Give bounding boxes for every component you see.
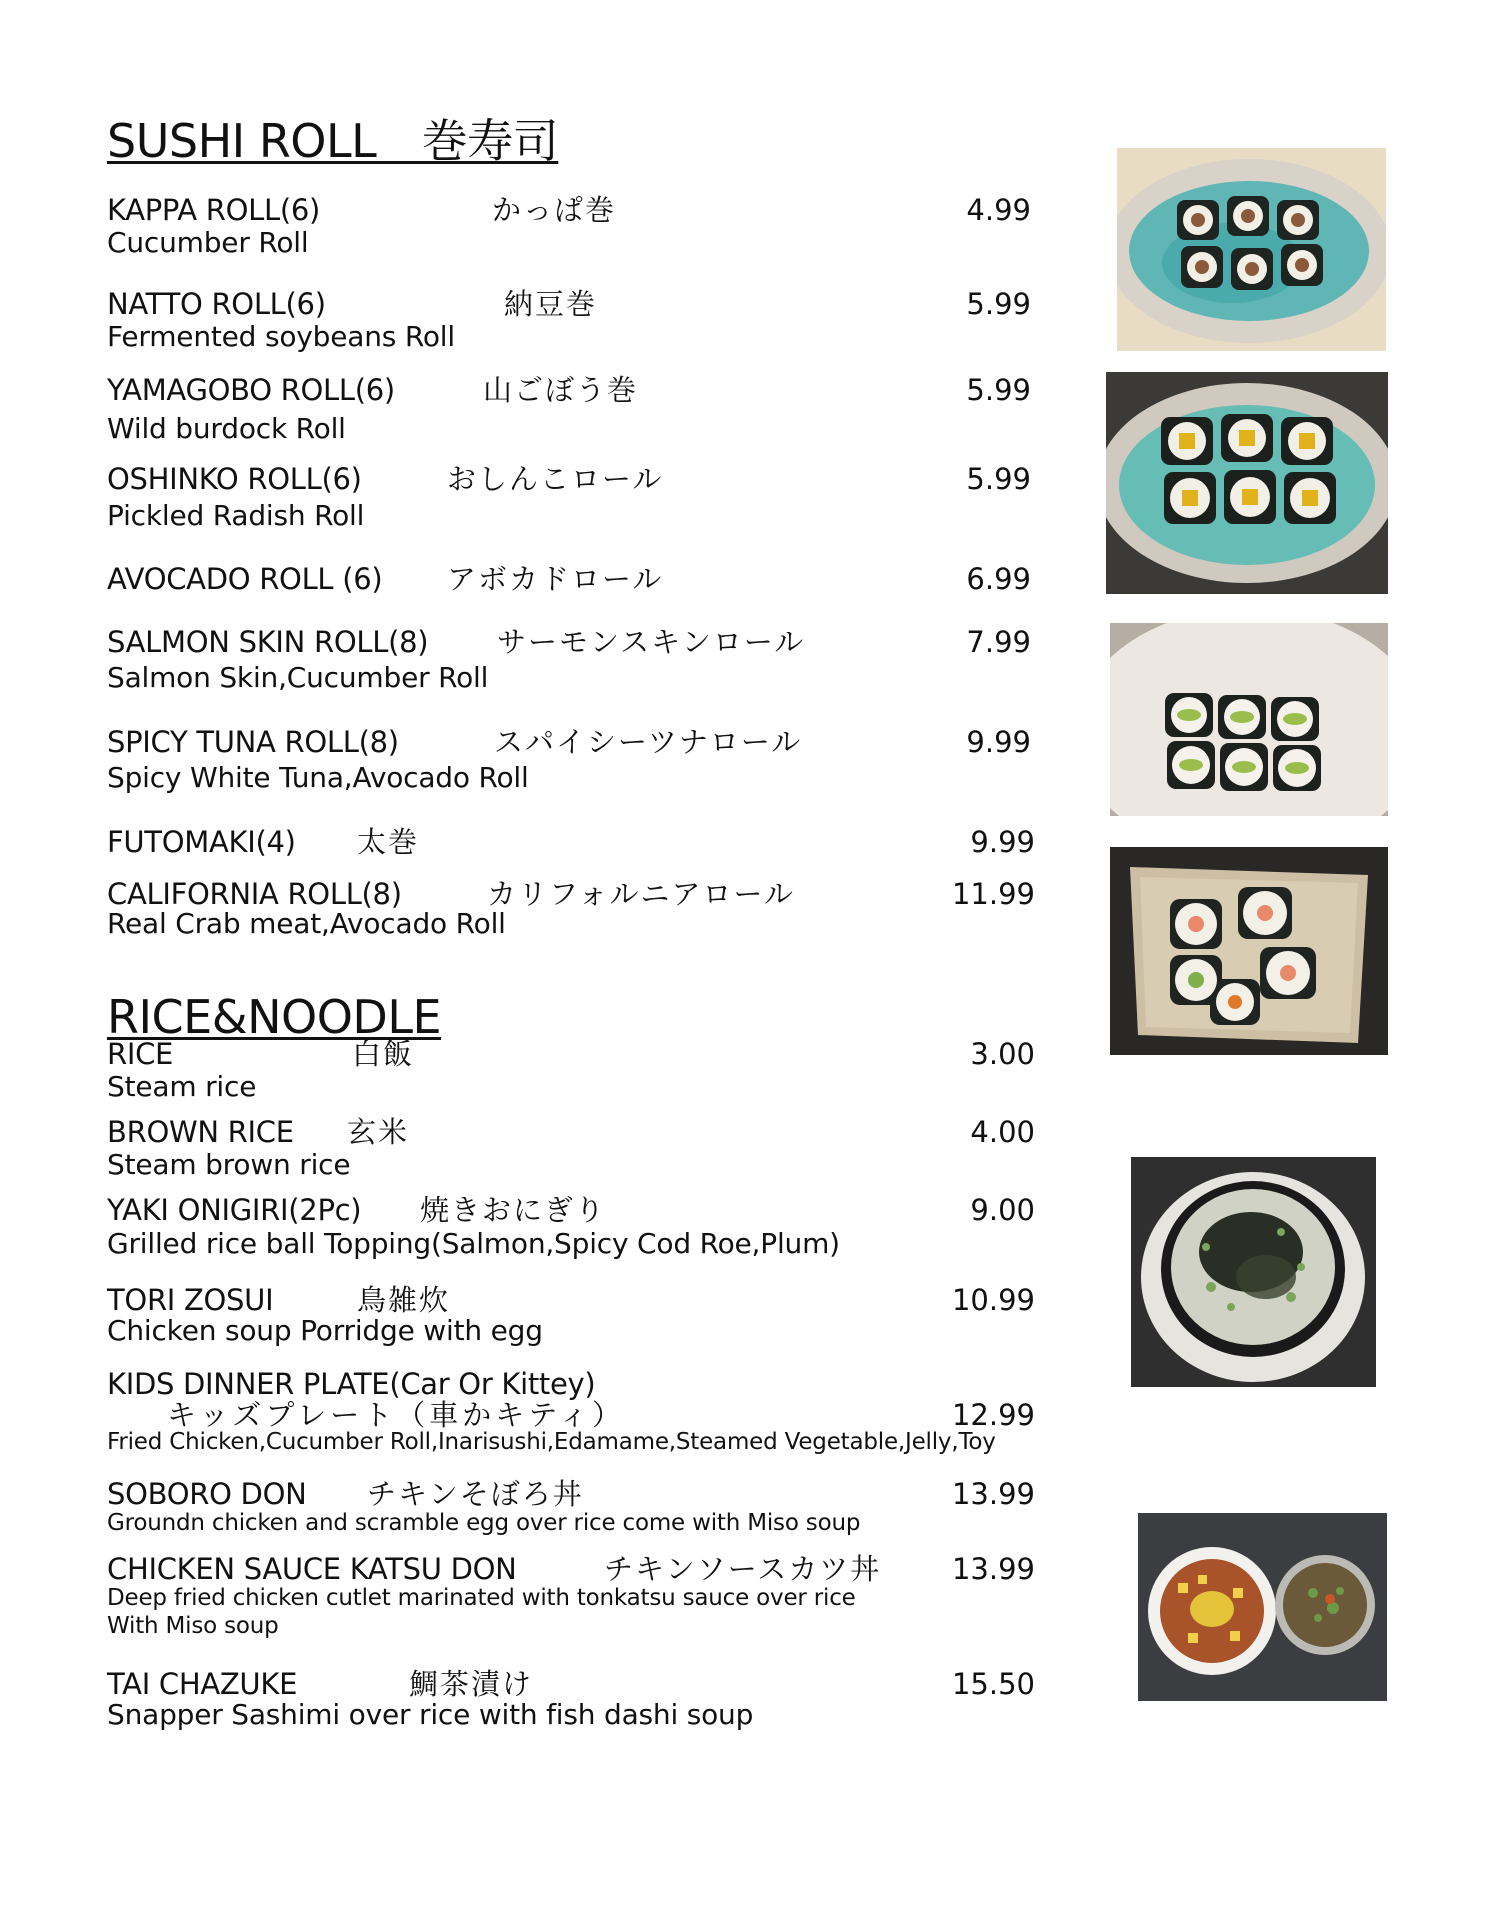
item-japanese-name: 玄米 — [347, 1115, 410, 1149]
item-name: KAPPA ROLL(6) — [107, 193, 320, 227]
item-price: 13.99 — [951, 1477, 1035, 1511]
avocado-roll-photo — [1110, 623, 1388, 816]
item-description: Wild burdock Roll — [107, 412, 346, 445]
item-name: SALMON SKIN ROLL(8) — [107, 625, 429, 659]
menu-item-tori-zosui — [107, 1283, 1042, 1346]
item-description: Chicken soup Porridge with egg — [107, 1314, 543, 1347]
item-description: Deep fried chicken cutlet marinated with tonkatsu sauce over rice — [107, 1585, 856, 1611]
item-name: RICE — [107, 1037, 174, 1071]
item-price: 9.99 — [966, 725, 1031, 759]
item-japanese-name: 納豆巻 — [504, 287, 598, 321]
item-description: Pickled Radish Roll — [107, 499, 365, 532]
menu-item-oshinko-roll — [107, 462, 1042, 531]
item-japanese-name: 太巻 — [357, 825, 420, 859]
item-name: CHICKEN SAUCE KATSU DON — [107, 1552, 517, 1586]
item-name: TORI ZOSUI — [107, 1283, 274, 1317]
item-description: Spicy White Tuna,Avocado Roll — [107, 761, 529, 794]
item-description: Steam brown rice — [107, 1148, 351, 1181]
item-name: SPICY TUNA ROLL(8) — [107, 725, 399, 759]
item-price: 3.00 — [970, 1037, 1035, 1071]
item-price: 5.99 — [966, 287, 1031, 321]
item-description: Cucumber Roll — [107, 226, 309, 259]
item-price: 15.50 — [951, 1667, 1035, 1701]
item-price: 11.99 — [951, 877, 1035, 911]
item-description-continued: With Miso soup — [107, 1613, 279, 1639]
item-japanese-name: 鳥雑炊 — [357, 1283, 451, 1317]
item-description: Groundn chicken and scramble egg over rice come with Miso soup — [107, 1510, 861, 1536]
menu-item-brown-rice — [107, 1115, 1042, 1180]
item-japanese-name: 山ごぼう巻 — [483, 373, 639, 407]
menu-item-rice — [107, 1037, 1042, 1102]
item-description: Real Crab meat,Avocado Roll — [107, 907, 506, 940]
menu-item-kappa-roll — [107, 193, 1042, 258]
menu-item-natto-roll — [107, 287, 1042, 352]
item-name: YAMAGOBO ROLL(6) — [107, 373, 395, 407]
menu-item-avocado-roll — [107, 562, 1042, 596]
kappa-roll-photo — [1117, 148, 1386, 351]
item-name: NATTO ROLL(6) — [107, 287, 326, 321]
item-price: 12.99 — [951, 1398, 1035, 1432]
menu-item-salmon-skin-roll — [107, 625, 1042, 693]
item-japanese-name: 鯛茶漬け — [409, 1667, 534, 1701]
item-price: 6.99 — [966, 562, 1031, 596]
item-japanese-name: 白飯 — [352, 1037, 415, 1071]
item-japanese-name: アボカドロール — [447, 562, 664, 596]
oshinko-roll-photo — [1106, 372, 1388, 594]
item-japanese-name: サーモンスキンロール — [497, 625, 806, 659]
item-description: Fried Chicken,Cucumber Roll,Inarisushi,Edamame,Steamed Vegetable,Jelly,Toy — [107, 1429, 996, 1455]
item-name: SOBORO DON — [107, 1477, 307, 1511]
item-price: 4.00 — [970, 1115, 1035, 1149]
tori-zosui-photo — [1131, 1157, 1376, 1387]
menu-item-kids-dinner-plate — [107, 1367, 1042, 1456]
item-name: TAI CHAZUKE — [107, 1667, 298, 1701]
item-japanese-name: かっぱ巻 — [492, 193, 617, 227]
menu-item-yaki-onigiri — [107, 1193, 1042, 1259]
item-japanese-name: スパイシーツナロール — [494, 725, 803, 759]
item-japanese-name: チキンソースカツ丼 — [604, 1552, 882, 1586]
menu-item-chicken-sauce-katsu-don — [107, 1552, 1042, 1640]
menu-item-california-roll — [107, 877, 1042, 939]
item-name: OSHINKO ROLL(6) — [107, 462, 362, 496]
item-name: BROWN RICE — [107, 1115, 294, 1149]
california-roll-photo — [1110, 847, 1388, 1055]
item-name: KIDS DINNER PLATE(Car Or Kittey) — [107, 1367, 596, 1401]
item-japanese-name: キッズプレート（車かキティ） — [167, 1398, 625, 1432]
item-name: CALIFORNIA ROLL(8) — [107, 877, 402, 911]
item-price: 5.99 — [966, 373, 1031, 407]
item-price: 7.99 — [966, 625, 1031, 659]
item-japanese-name: おしんこロール — [447, 462, 664, 496]
item-japanese-name: チキンそぼろ丼 — [367, 1477, 584, 1511]
item-description: Steam rice — [107, 1070, 257, 1103]
item-description: Fermented soybeans Roll — [107, 320, 455, 353]
item-japanese-name: カリフォルニアロール — [487, 877, 795, 911]
item-price: 13.99 — [951, 1552, 1035, 1586]
section-title-rice-noodle: RICE&NOODLE — [107, 990, 442, 1044]
menu-item-futomaki — [107, 825, 1042, 859]
item-price: 9.99 — [970, 825, 1035, 859]
item-description: Grilled rice ball Topping(Salmon,Spicy Cod Roe,Plum) — [107, 1227, 840, 1260]
item-name: AVOCADO ROLL (6) — [107, 562, 383, 596]
menu-item-yamagobo-roll — [107, 373, 1042, 444]
item-description: Salmon Skin,Cucumber Roll — [107, 661, 489, 694]
menu-item-soboro-don — [107, 1477, 1042, 1537]
menu-item-spicy-tuna-roll — [107, 725, 1042, 793]
section-title-sushi-roll: SUSHI ROLL 巻寿司 — [107, 114, 559, 168]
item-price: 10.99 — [951, 1283, 1035, 1317]
menu-item-tai-chazuke — [107, 1667, 1042, 1730]
item-name: FUTOMAKI(4) — [107, 825, 296, 859]
item-name: YAKI ONIGIRI(2Pc) — [107, 1193, 362, 1227]
item-japanese-name: 焼きおにぎり — [420, 1193, 607, 1227]
soboro-don-photo — [1138, 1513, 1387, 1701]
item-price: 9.00 — [970, 1193, 1035, 1227]
item-price: 4.99 — [966, 193, 1031, 227]
item-description: Snapper Sashimi over rice with fish dashi soup — [107, 1698, 754, 1731]
item-price: 5.99 — [966, 462, 1031, 496]
